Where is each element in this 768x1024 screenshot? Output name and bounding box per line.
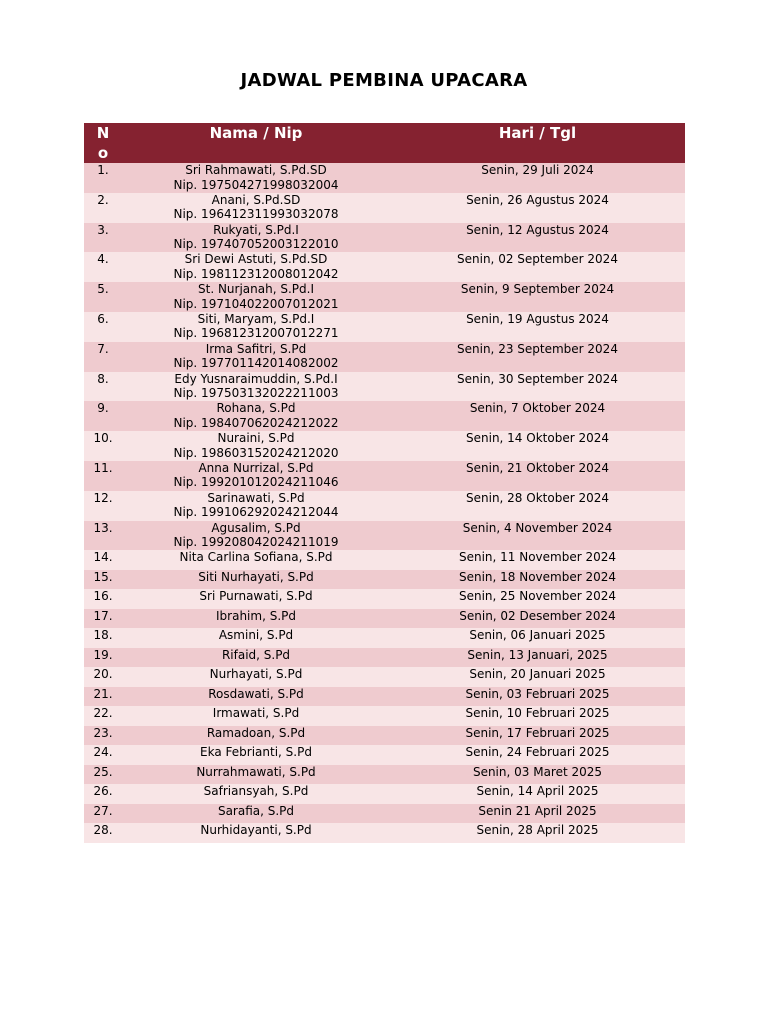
row-number: 13.	[93, 520, 113, 535]
day-date-cell: Senin, 03 Maret 2025	[472, 764, 603, 779]
name-nip-cell	[122, 570, 390, 590]
day-date-cell: Senin, 19 Agustus 2024	[466, 311, 609, 326]
table-row	[84, 589, 685, 609]
table-row	[84, 687, 685, 707]
name-nip-cell	[122, 282, 390, 312]
name-nip-cell	[122, 521, 390, 551]
row-number: 20.	[93, 667, 113, 682]
person-nip: Nip. 196812312007012271	[173, 326, 339, 341]
day-date-cell: Senin, 13 Januari, 2025	[467, 647, 608, 662]
name-nip-cell	[122, 648, 390, 668]
day-date-cell: Senin, 06 Januari 2025	[469, 628, 606, 643]
person-name: Edy Yusnaraimuddin, S.Pd.I	[174, 371, 338, 386]
person-name: Siti, Maryam, S.Pd.I	[197, 311, 315, 326]
table-row	[84, 609, 685, 629]
name-nip-cell	[122, 223, 390, 253]
day-date-cell: Senin, 26 Agustus 2024	[466, 192, 609, 207]
table-row	[84, 550, 685, 570]
person-name: Sri Purnawati, S.Pd	[199, 589, 313, 604]
person-name: Rohana, S.Pd	[216, 401, 296, 416]
person-nip: Nip. 197504271998032004	[173, 177, 339, 192]
day-date-cell: Senin, 11 November 2024	[458, 550, 617, 565]
name-nip-cell	[122, 589, 390, 609]
day-date-cell: Senin, 28 April 2025	[476, 823, 599, 838]
person-name: Irmawati, S.Pd	[212, 706, 300, 721]
table-row	[84, 461, 685, 491]
row-number: 7.	[97, 341, 109, 356]
row-number: 26.	[93, 784, 113, 799]
name-nip-cell	[122, 667, 390, 687]
person-name: Nuraini, S.Pd	[217, 431, 295, 446]
day-date-cell: Senin, 02 September 2024	[457, 252, 618, 267]
table-row	[84, 193, 685, 223]
row-number: 2.	[97, 192, 109, 207]
person-name: Siti Nurhayati, S.Pd	[198, 569, 314, 584]
day-date-cell: Senin, 29 Juli 2024	[481, 163, 594, 177]
row-number: 27.	[93, 803, 113, 818]
table-row	[84, 804, 685, 824]
row-number: 21.	[93, 686, 113, 701]
name-nip-cell	[122, 193, 390, 223]
row-number: 9.	[97, 401, 109, 416]
table-row	[84, 706, 685, 726]
table-row	[84, 570, 685, 590]
table-row	[84, 342, 685, 372]
row-number: 19.	[93, 647, 113, 662]
day-date-cell: Senin, 10 Februari 2025	[465, 706, 610, 721]
name-nip-cell	[122, 491, 390, 521]
person-nip: Nip. 198112312008012042	[173, 266, 339, 281]
person-nip: Nip. 197701142014082002	[173, 356, 339, 371]
person-nip: Nip. 196412311993032078	[173, 207, 339, 222]
table-row	[84, 648, 685, 668]
row-number: 3.	[97, 222, 109, 237]
person-name: Eka Febrianti, S.Pd	[200, 745, 312, 760]
name-nip-cell	[122, 252, 390, 282]
person-name: Sarafia, S.Pd	[217, 803, 295, 818]
day-date-cell: Senin, 03 Februari 2025	[465, 686, 610, 701]
table-header-row	[84, 123, 685, 163]
day-date-cell: Senin, 18 November 2024	[458, 569, 617, 584]
person-name: Sri Rahmawati, S.Pd.SD	[185, 163, 327, 177]
person-name: Anani, S.Pd.SD	[211, 192, 301, 207]
person-name: Asmini, S.Pd	[218, 628, 294, 643]
table-row	[84, 784, 685, 804]
person-name: Rifaid, S.Pd	[221, 647, 291, 662]
table-row	[84, 282, 685, 312]
row-number: 18.	[93, 628, 113, 643]
page-title: JADWAL PEMBINA UPACARA	[240, 70, 528, 91]
column-header-name-nip: Nama / Nip	[209, 124, 303, 142]
day-date-cell: Senin 21 April 2025	[478, 803, 597, 818]
name-nip-cell	[122, 312, 390, 342]
person-nip: Nip. 197503132022211003	[173, 386, 339, 401]
name-nip-cell	[122, 461, 390, 491]
name-nip-cell	[122, 628, 390, 648]
table-row	[84, 252, 685, 282]
day-date-cell: Senin, 4 November 2024	[462, 520, 613, 535]
table-row	[84, 372, 685, 402]
day-date-cell: Senin, 21 Oktober 2024	[466, 460, 609, 475]
person-name: Ramadoan, S.Pd	[206, 725, 306, 740]
day-date-cell: Senin, 17 Februari 2025	[465, 725, 610, 740]
person-nip: Nip. 198603152024212020	[173, 445, 339, 460]
schedule-table	[84, 123, 685, 843]
name-nip-cell	[122, 163, 390, 193]
person-name: Nita Carlina Sofiana, S.Pd	[179, 550, 333, 565]
person-name: Rosdawati, S.Pd	[208, 686, 304, 701]
day-date-cell: Senin, 24 Februari 2025	[465, 745, 610, 760]
table-row	[84, 667, 685, 687]
person-name: Nurhidayanti, S.Pd	[200, 823, 312, 838]
person-name: Irma Safitri, S.Pd	[205, 341, 307, 356]
table-row	[84, 765, 685, 785]
table-row	[84, 431, 685, 461]
name-nip-cell	[122, 765, 390, 785]
person-nip: Nip. 199201012024211046	[173, 475, 339, 490]
name-nip-cell	[122, 342, 390, 372]
day-date-cell: Senin, 02 Desember 2024	[459, 608, 616, 623]
person-name: Sri Dewi Astuti, S.Pd.SD	[184, 252, 328, 267]
person-name: Safriansyah, S.Pd	[203, 784, 309, 799]
day-date-cell: Senin, 14 April 2025	[476, 784, 599, 799]
row-number: 14.	[93, 550, 113, 565]
column-header-no: No	[96, 124, 110, 162]
row-number: 6.	[97, 311, 109, 326]
table-row	[84, 823, 685, 843]
person-name: Agusalim, S.Pd	[211, 520, 301, 535]
name-nip-cell	[122, 550, 390, 570]
person-name: Nurrahmawati, S.Pd	[196, 764, 316, 779]
person-name: Ibrahim, S.Pd	[216, 608, 296, 623]
day-date-cell: Senin, 9 September 2024	[460, 282, 615, 297]
name-nip-cell	[122, 784, 390, 804]
table-row	[84, 163, 685, 193]
row-number: 8.	[97, 371, 109, 386]
row-number: 28.	[93, 823, 113, 838]
day-date-cell: Senin, 25 November 2024	[458, 589, 617, 604]
row-number: 25.	[93, 764, 113, 779]
day-date-cell: Senin, 14 Oktober 2024	[466, 431, 609, 446]
day-date-cell: Senin, 20 Januari 2025	[469, 667, 606, 682]
row-number: 23.	[93, 725, 113, 740]
name-nip-cell	[122, 687, 390, 707]
person-nip: Nip. 197407052003122010	[173, 237, 339, 252]
name-nip-cell	[122, 401, 390, 431]
row-number: 22.	[93, 706, 113, 721]
day-date-cell: Senin, 23 September 2024	[457, 341, 618, 356]
table-row	[84, 745, 685, 765]
row-number: 5.	[97, 282, 109, 297]
name-nip-cell	[122, 706, 390, 726]
person-nip: Nip. 197104022007012021	[173, 296, 339, 311]
day-date-cell: Senin, 28 Oktober 2024	[466, 490, 609, 505]
table-row	[84, 223, 685, 253]
person-name: Rukyati, S.Pd.I	[213, 222, 299, 237]
row-number: 11.	[93, 460, 113, 475]
row-number: 4.	[97, 252, 109, 267]
name-nip-cell	[122, 804, 390, 824]
column-header-day-date: Hari / Tgl	[498, 124, 577, 142]
name-nip-cell	[122, 431, 390, 461]
day-date-cell: Senin, 12 Agustus 2024	[466, 222, 609, 237]
person-name: St. Nurjanah, S.Pd.I	[198, 282, 314, 297]
table-row	[84, 312, 685, 342]
day-date-cell: Senin, 7 Oktober 2024	[469, 401, 606, 416]
table-row	[84, 491, 685, 521]
name-nip-cell	[122, 372, 390, 402]
person-name: Sarinawati, S.Pd	[207, 490, 305, 505]
row-number: 10.	[93, 431, 113, 446]
row-number: 24.	[93, 745, 113, 760]
table-row	[84, 401, 685, 431]
table-row	[84, 726, 685, 746]
person-name: Nurhayati, S.Pd	[209, 667, 303, 682]
person-nip: Nip. 199106292024212044	[173, 505, 339, 520]
row-number: 15.	[93, 569, 113, 584]
table-row	[84, 628, 685, 648]
row-number: 17.	[93, 608, 113, 623]
name-nip-cell	[122, 726, 390, 746]
table-row	[84, 521, 685, 551]
name-nip-cell	[122, 609, 390, 629]
person-nip: Nip. 198407062024212022	[173, 415, 339, 430]
row-number: 1.	[97, 163, 109, 177]
name-nip-cell	[122, 823, 390, 843]
person-name: Anna Nurrizal, S.Pd	[198, 460, 314, 475]
row-number: 16.	[93, 589, 113, 604]
person-nip: Nip. 199208042024211019	[173, 535, 339, 550]
table-body	[84, 163, 685, 843]
day-date-cell: Senin, 30 September 2024	[457, 371, 618, 386]
name-nip-cell	[122, 745, 390, 765]
row-number: 12.	[93, 490, 113, 505]
